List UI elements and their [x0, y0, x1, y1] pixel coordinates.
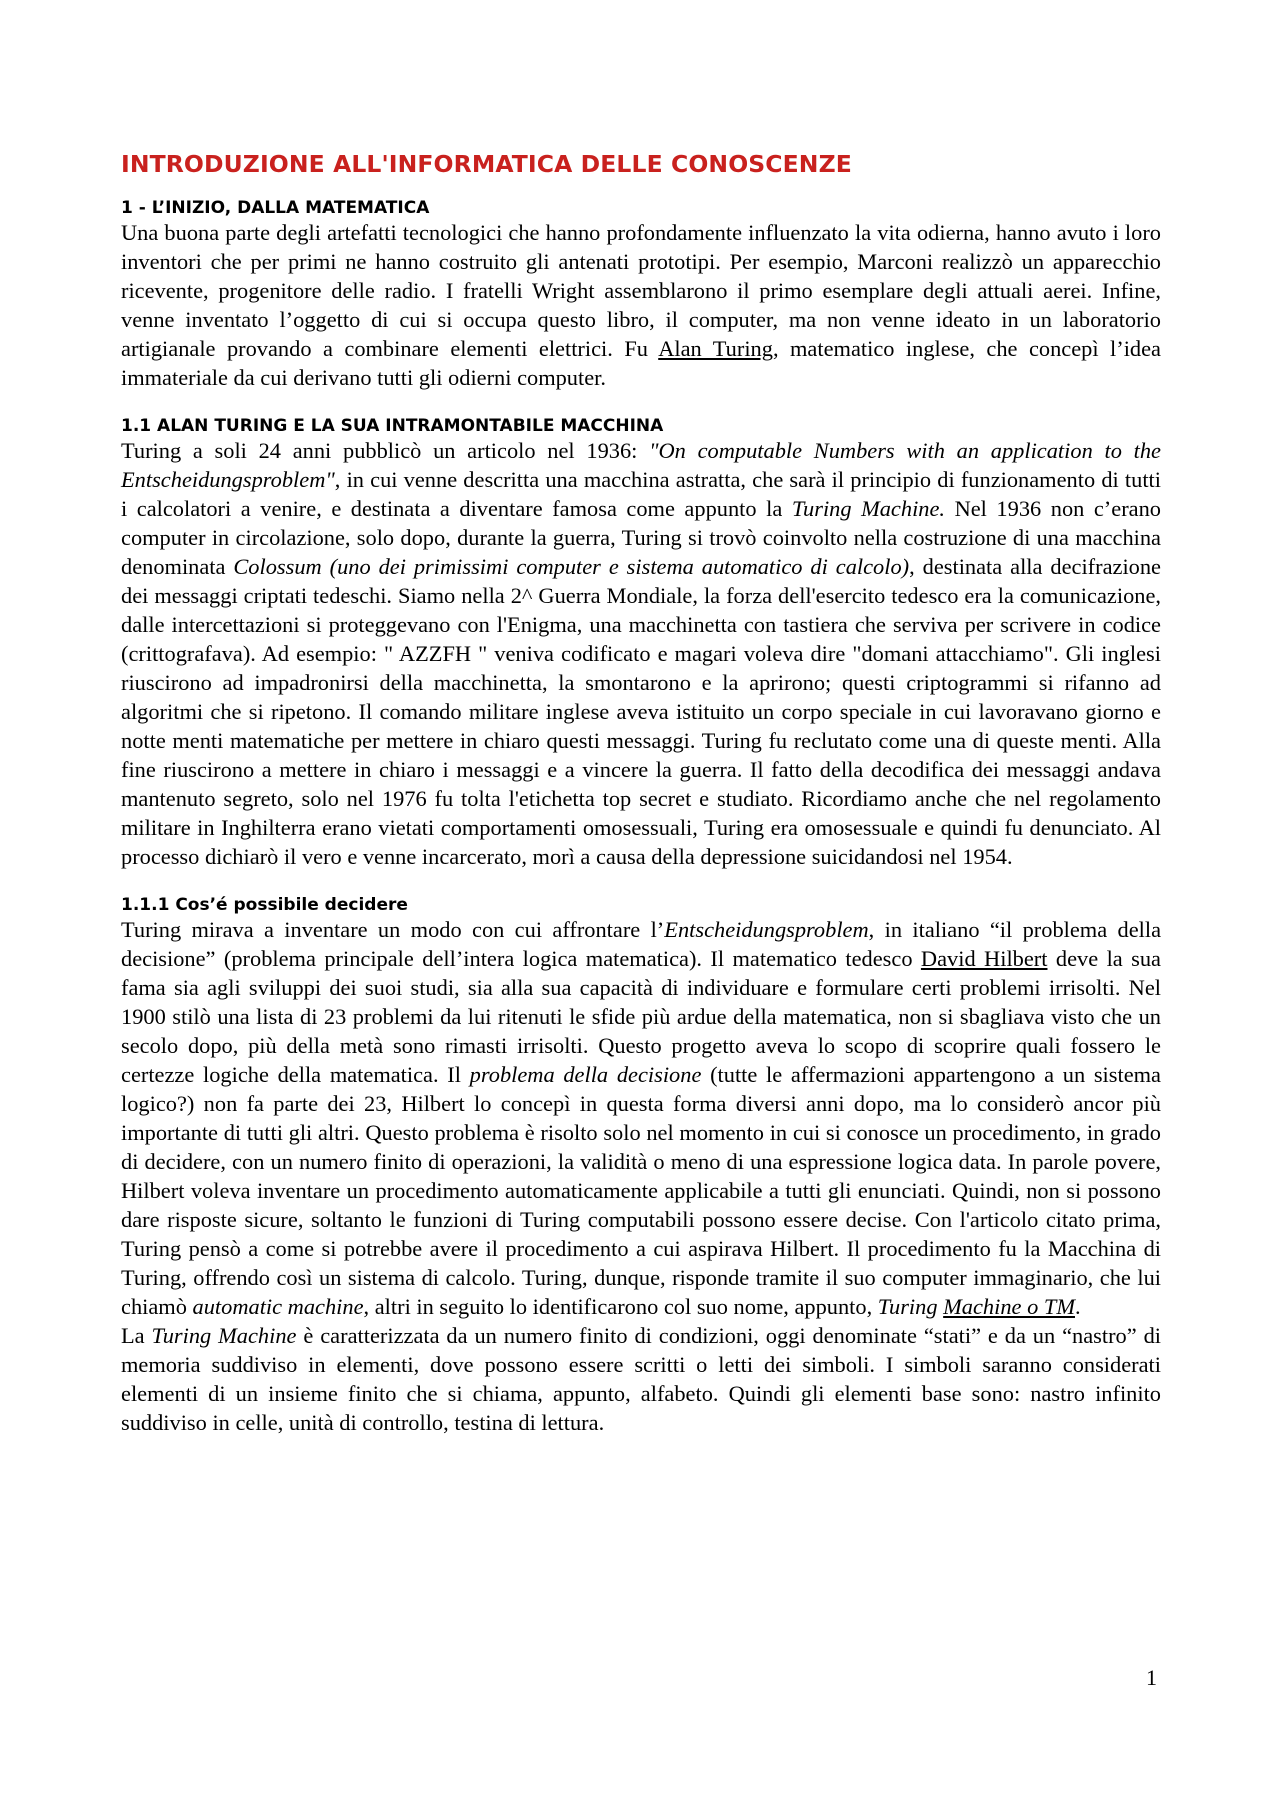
- text-run: , altri in seguito lo identificarono col suo nome, appunto,: [363, 1294, 878, 1319]
- italic-term: Turing: [877, 1294, 944, 1319]
- italic-term: Colossum (uno dei primissimi computer e sistema automatico di calcolo): [233, 554, 910, 579]
- section-1-1-1-paragraph-2: [121, 1321, 1161, 1437]
- italic-term: Entscheidungsproblem: [664, 917, 869, 942]
- text-run: La: [121, 1323, 152, 1348]
- italic-term: automatic machine: [192, 1294, 364, 1319]
- text-run: è caratterizzata da un numero finito di condizioni, oggi denominate “stati” e da un “nastro” di memoria suddiviso in elementi, dove possono essere scritti o letti dei simboli. I simboli saranno considerati elementi di un insieme finito che si chiama, appunto, alfabeto. Quindi gli elementi base sono: nastro infinito suddiviso in celle, unità di controllo, testina di lettura.: [121, 1323, 1162, 1435]
- text-run: , matematico inglese, che concepì l’idea immateriale da cui derivano tutti gli odierni computer.: [121, 336, 1161, 390]
- text-run: .: [1074, 1294, 1081, 1319]
- document-title: INTRODUZIONE ALL'INFORMATICA DELLE CONOSCENZE: [121, 150, 852, 178]
- text-run: Nel 1936 non c’erano computer in circolazione, solo dopo, durante la guerra, Turing si trovò coinvolto nella costruzione di una macchina denominata: [121, 496, 1161, 579]
- text-run: Una buona parte degli artefatti tecnologici che hanno profondamente influenzato la vita odierna, hanno avuto i loro inventori che per primi ne hanno costruito gli antenati prototipi. Per esempio, Marconi realizzò un apparecchio ricevente, progenitore delle radio. I fratelli Wright assemblarono il primo esemplare degli attuali aerei. Infine, venne inventato l’oggetto di cui si occupa questo libro, il computer, ma non venne ideato in un laboratorio artigianale provando a combinare elementi elettrici. Fu: [121, 220, 1161, 361]
- link-turing-machine[interactable]: Machine o TM: [943, 1294, 1075, 1319]
- section-heading-1: 1 - L’INIZIO, DALLA MATEMATICA: [121, 198, 430, 218]
- page-number: 1: [1146, 1665, 1157, 1690]
- text-run: Turing mirava a inventare un modo con cui affrontare l’: [121, 917, 665, 942]
- link-david-hilbert[interactable]: David Hilbert: [920, 946, 1048, 971]
- section-1-1-paragraph: [121, 436, 1161, 871]
- link-alan-turing[interactable]: Alan Turing: [658, 336, 773, 361]
- italic-term: problema della decisione: [469, 1062, 702, 1087]
- section-heading-1-1-1: 1.1.1 Cos’é possibile decidere: [121, 895, 408, 915]
- section-heading-1-1: 1.1 ALAN TURING E LA SUA INTRAMONTABILE MACCHINA: [121, 416, 664, 436]
- text-run: Turing a soli 24 anni pubblicò un articolo nel 1936:: [121, 438, 650, 463]
- text-run: deve la sua fama sia agli sviluppi dei suoi studi, sia alla sua capacità di individuare e formulare certi problemi irrisolti. Nel 1900 stilò una lista di 23 problemi da lui ritenuti le sfide più ardue della matematica, non si sbagliava visto che un secolo dopo, più della metà sono rimasti irrisolti. Questo progetto aveva lo scopo di scoprire quali fossero le certezze logiche della matematica. Il: [121, 946, 1161, 1087]
- text-run: , in cui venne descritta una macchina astratta, che sarà il principio di funzionamento di tutti i calcolatori a venire, e destinata a diventare famosa come appunto la: [121, 467, 1161, 521]
- text-run: , destinata alla decifrazione dei messaggi criptati tedeschi. Siamo nella 2^ Guerra Mondiale, la forza dell'esercito tedesco era la comunicazione, dalle intercettazioni si proteggevano con l'Enigma, una macchinetta con tastiera che serviva per scrivere in codice (crittografava). Ad esempio: " AZZFH " veniva codificato e magari voleva dire "domani attacchiamo". Gli inglesi riuscirono ad impadronirsi della macchinetta, la smontarono e la aprirono; questi criptogrammi si rifanno ad algoritmi che si ripetono. Il comando militare inglese aveva istituito un corpo speciale in cui lavoravano giorno e notte menti matematiche per mettere in chiaro questi messaggi. Turing fu reclutato come una di queste menti. Alla fine riuscirono a mettere in chiaro i messaggi e a vincere la guerra. Il fatto della decodifica dei messaggi andava mantenuto segreto, solo nel 1976 fu tolta l'etichetta top secret e studiato. Ricordiamo anche che nel regolamento militare in Inghilterra erano vietati comportamenti omosessuali, Turing era omosessuale e quindi fu denunciato. Al processo dichiarò il vero e venne incarcerato, morì a causa della depressione suicidandosi nel 1954.: [121, 554, 1162, 869]
- text-run: , in italiano “il problema della decisione” (problema principale dell’intera logica matematica). Il matematico tedesco: [121, 917, 1162, 971]
- section-1-paragraph: [121, 218, 1161, 392]
- text-run: (tutte le affermazioni appartengono a un sistema logico?) non fa parte dei 23, Hilbert lo concepì in questa forma diversi anni dopo, ma lo considerò ancor più importante di tutti gli altri. Questo problema è risolto solo nel momento in cui si conosce un procedimento, in grado di decidere, con un numero finito di operazioni, la validità o meno di una espressione logica data. In parole povere, Hilbert voleva inventare un procedimento automaticamente applicabile a tutti gli enunciati. Quindi, non si possono dare risposte sicure, soltanto le funzioni di Turing computabili possono essere decise. Con l'articolo citato prima, Turing pensò a come si potrebbe avere il procedimento a cui aspirava Hilbert. Il procedimento fu la Macchina di Turing, offrendo così un sistema di calcolo. Turing, dunque, risponde tramite il suo computer immaginario, che lui chiamò: [121, 1062, 1161, 1319]
- document-page: [121, 140, 1161, 1437]
- article-title: "On computable Numbers with an application to the Entscheidungsproblem": [121, 438, 1161, 492]
- italic-term: Turing Machine.: [791, 496, 946, 521]
- italic-term: Turing Machine: [151, 1323, 297, 1348]
- section-1-1-1-paragraph: [121, 915, 1161, 1321]
